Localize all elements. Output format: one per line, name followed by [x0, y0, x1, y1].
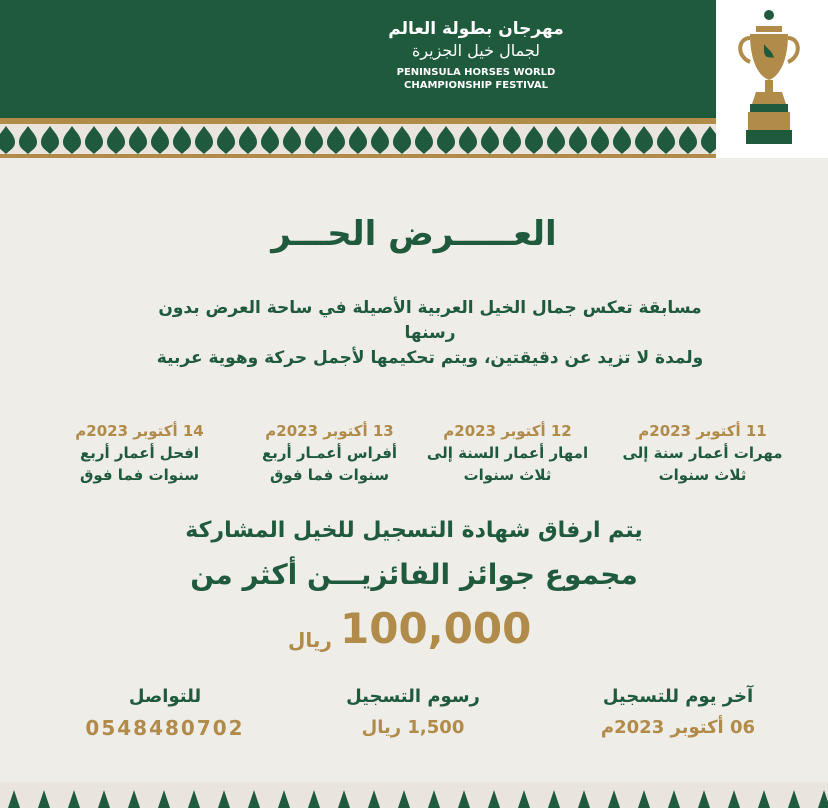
category-line2: سنوات فما فوق — [79, 466, 200, 484]
prize-amount: 100,000 — [340, 604, 532, 653]
description — [150, 296, 710, 371]
logo-box — [716, 0, 828, 158]
trophy-icon — [716, 0, 828, 158]
registration-deadline — [568, 684, 788, 742]
category-date: 14 أكتوبر 2023م — [75, 422, 204, 440]
contact — [55, 684, 275, 742]
prize-label: مجموع جوائز الفائزيـــن أكثر من — [190, 558, 638, 591]
category-card — [52, 420, 227, 486]
fee-value: 1,500 ريال — [361, 717, 465, 738]
registration-fee — [303, 684, 523, 742]
certificate-note: يتم ارفاق شهادة التسجيل للخيل المشاركة — [185, 518, 643, 543]
brand-english-line1: PENINSULA HORSES WORLD — [396, 67, 556, 78]
brand-block — [371, 18, 581, 92]
category-card — [615, 420, 790, 486]
category-line1: مهرات أعمار سنة إلى — [622, 444, 783, 462]
category-line1: افحل أعمار أربع — [80, 444, 199, 462]
category-line1: أفراس أعمـار أربع — [261, 444, 398, 462]
deadline-value: 06 أكتوبر 2023م — [600, 717, 756, 738]
prize-currency: ريال — [288, 628, 332, 652]
category-card — [420, 420, 595, 486]
brand-english-line2: CHAMPIONSHIP FESTIVAL — [404, 80, 548, 91]
contact-label: للتواصل — [128, 686, 202, 707]
brand-arabic-line1: مهرجان بطولة العالم — [388, 19, 564, 39]
description-line1: مسابقة تعكس جمال الخيل العربية الأصيلة في ساحة العرض بدون رسنها — [158, 298, 702, 343]
fee-label: رسوم التسجيل — [346, 686, 480, 707]
category-card — [242, 420, 417, 486]
brand-arabic-line2: لجمال خيل الجزيرة — [411, 41, 541, 60]
deadline-label: آخر يوم للتسجيل — [602, 686, 754, 707]
header-banner — [0, 0, 716, 118]
prize-total — [280, 604, 550, 664]
category-line2: سنوات فما فوق — [269, 466, 390, 484]
category-line1: امهار أعمار السنة إلى — [426, 444, 589, 462]
category-date: 11 أكتوبر 2023م — [638, 422, 767, 440]
category-date: 12 أكتوبر 2023م — [443, 422, 572, 440]
category-line2: ثلاث سنوات — [658, 466, 747, 484]
ornament-band — [0, 118, 716, 158]
description-line2: ولمدة لا تزيد عن دقيقتين، ويتم تحكيمها لأجمل حركة وهوية عربية — [156, 348, 704, 368]
contact-phone[interactable]: 0548480702 — [85, 716, 245, 740]
category-date: 13 أكتوبر 2023م — [265, 422, 394, 440]
footer-ornament-band — [0, 782, 828, 808]
category-line2: ثلاث سنوات — [463, 466, 552, 484]
page-title: العـــــرض الحـــر — [271, 214, 557, 254]
